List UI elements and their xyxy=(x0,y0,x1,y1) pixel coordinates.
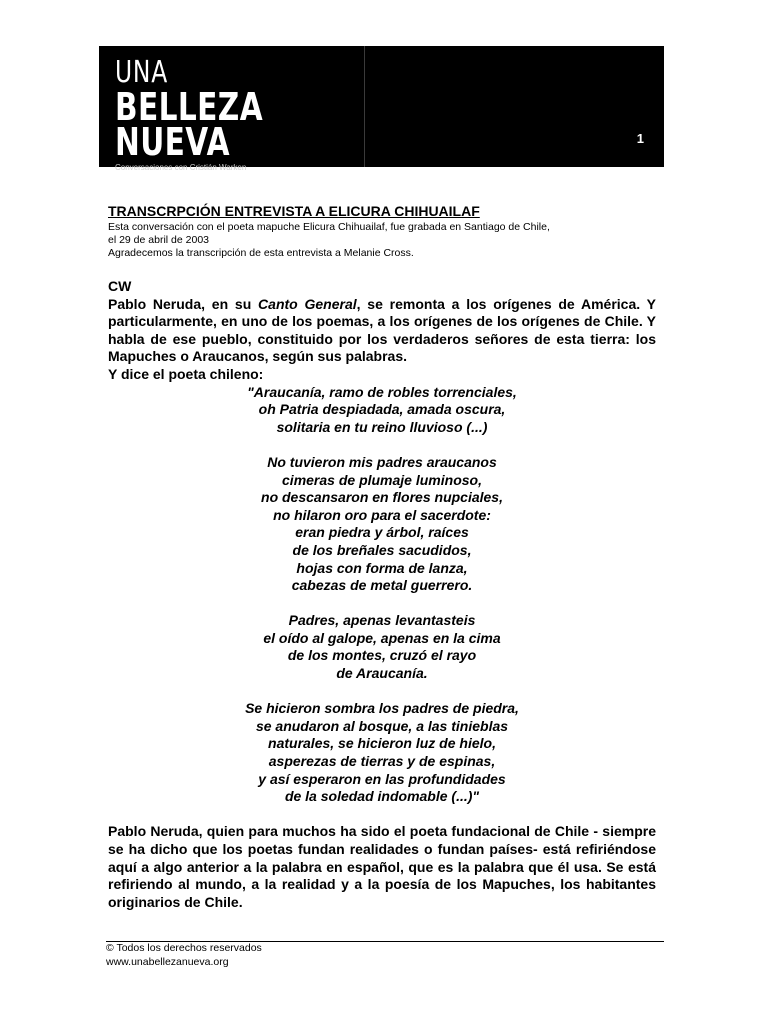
intro-note-line: Esta conversación con el poeta mapuche Elicura Chihuailaf, fue grabada en Santiago de Chile, xyxy=(108,221,550,233)
poem-line: "Araucanía, ramo de robles torrenciales, xyxy=(247,383,517,400)
poem-line: no hilaron oro para el sacerdote: xyxy=(273,506,491,523)
interview-body xyxy=(108,278,656,911)
document-header xyxy=(108,203,668,260)
intro-line: Y dice el poeta chileno: xyxy=(108,365,264,382)
poem-line: oh Patria despiadada, amada oscura, xyxy=(258,401,506,418)
poem-line: hojas con forma de lanza, xyxy=(296,559,468,576)
logo-subtitle: Conversaciones con Cristián Warken xyxy=(115,163,247,172)
logo-line: NUEVA xyxy=(115,120,230,164)
speaker-label: CW xyxy=(108,278,132,294)
intro-text: Pablo Neruda, en su xyxy=(108,295,259,312)
poem xyxy=(108,384,656,806)
poem-line: no descansaron en flores nupciales, xyxy=(261,489,503,506)
document-title: TRANSCRPCIÓN ENTREVISTA A ELICURA CHIHUAILAF xyxy=(108,203,480,219)
intro-text: , se remonta a los orígenes de América. Y particularmente, en uno de los poemas, a los orígenes de los orígenes de Chile. Y habla de ese pueblo, constituido por los verdaderos señores de esta tierra: los Mapuches o Araucanos, según sus palabras. xyxy=(108,295,656,365)
poem-stanza xyxy=(108,384,656,437)
poem-line: cabezas de metal guerrero. xyxy=(291,577,473,594)
poem-stanza xyxy=(108,612,656,682)
intro-paragraph xyxy=(108,296,656,366)
poem-line: de los breñales sacudidos, xyxy=(292,541,472,558)
poem-line: cimeras de plumaje luminoso, xyxy=(282,471,482,488)
poem-line: el oído al galope, apenas en la cima xyxy=(263,629,501,646)
poem-line: naturales, se hicieron luz de hielo, xyxy=(268,735,496,752)
footer xyxy=(106,942,262,969)
poem-line: Se hicieron sombra los padres de piedra, xyxy=(245,700,519,717)
poem-line: eran piedra y árbol, raíces xyxy=(295,524,469,541)
poem-line: se anudaron al bosque, a las tinieblas xyxy=(255,717,509,734)
copyright-text: © Todos los derechos reservados xyxy=(106,942,262,954)
logo xyxy=(115,55,355,172)
poem-line: de los montes, cruzó el rayo xyxy=(287,647,477,664)
website-link[interactable]: www.unabellezanueva.org xyxy=(106,955,229,968)
poem-line: de Araucanía. xyxy=(336,665,428,682)
poem-line: solitaria en tu reino lluvioso (...) xyxy=(276,418,488,435)
poem-stanza xyxy=(108,454,656,595)
banner-divider xyxy=(364,46,365,167)
intro-note-line: Agradecemos la transcripción de esta entrevista a Melanie Cross. xyxy=(108,247,414,259)
page-number: 1 xyxy=(636,131,644,146)
poem-stanza xyxy=(108,700,656,806)
book-title: Canto General xyxy=(258,295,357,312)
poem-line: Padres, apenas levantasteis xyxy=(288,612,476,629)
logo-line: BELLEZA xyxy=(115,85,264,129)
intro-note-line: el 29 de abril de 2003 xyxy=(108,234,209,246)
header-banner xyxy=(99,46,664,172)
logo-line: UNA xyxy=(115,55,168,90)
poem-line: de la soledad indomable (...)" xyxy=(284,788,480,805)
poem-line: asperezas de tierras y de espinas, xyxy=(268,753,496,770)
poem-line: No tuvieron mis padres araucanos xyxy=(267,453,497,470)
closing-paragraph: Pablo Neruda, quien para muchos ha sido el poeta fundacional de Chile - siempre se ha dicho que los poetas fundan realidades o fundan países- está refiriéndose aquí a algo anterior a la palabra en español, que es la palabra que él usa. Se está refiriendo al mundo, a la realidad y a la poesía de los Mapuches, los habitantes originarios de Chile. xyxy=(108,823,656,910)
poem-line: y así esperaron en las profundidades xyxy=(258,770,506,787)
